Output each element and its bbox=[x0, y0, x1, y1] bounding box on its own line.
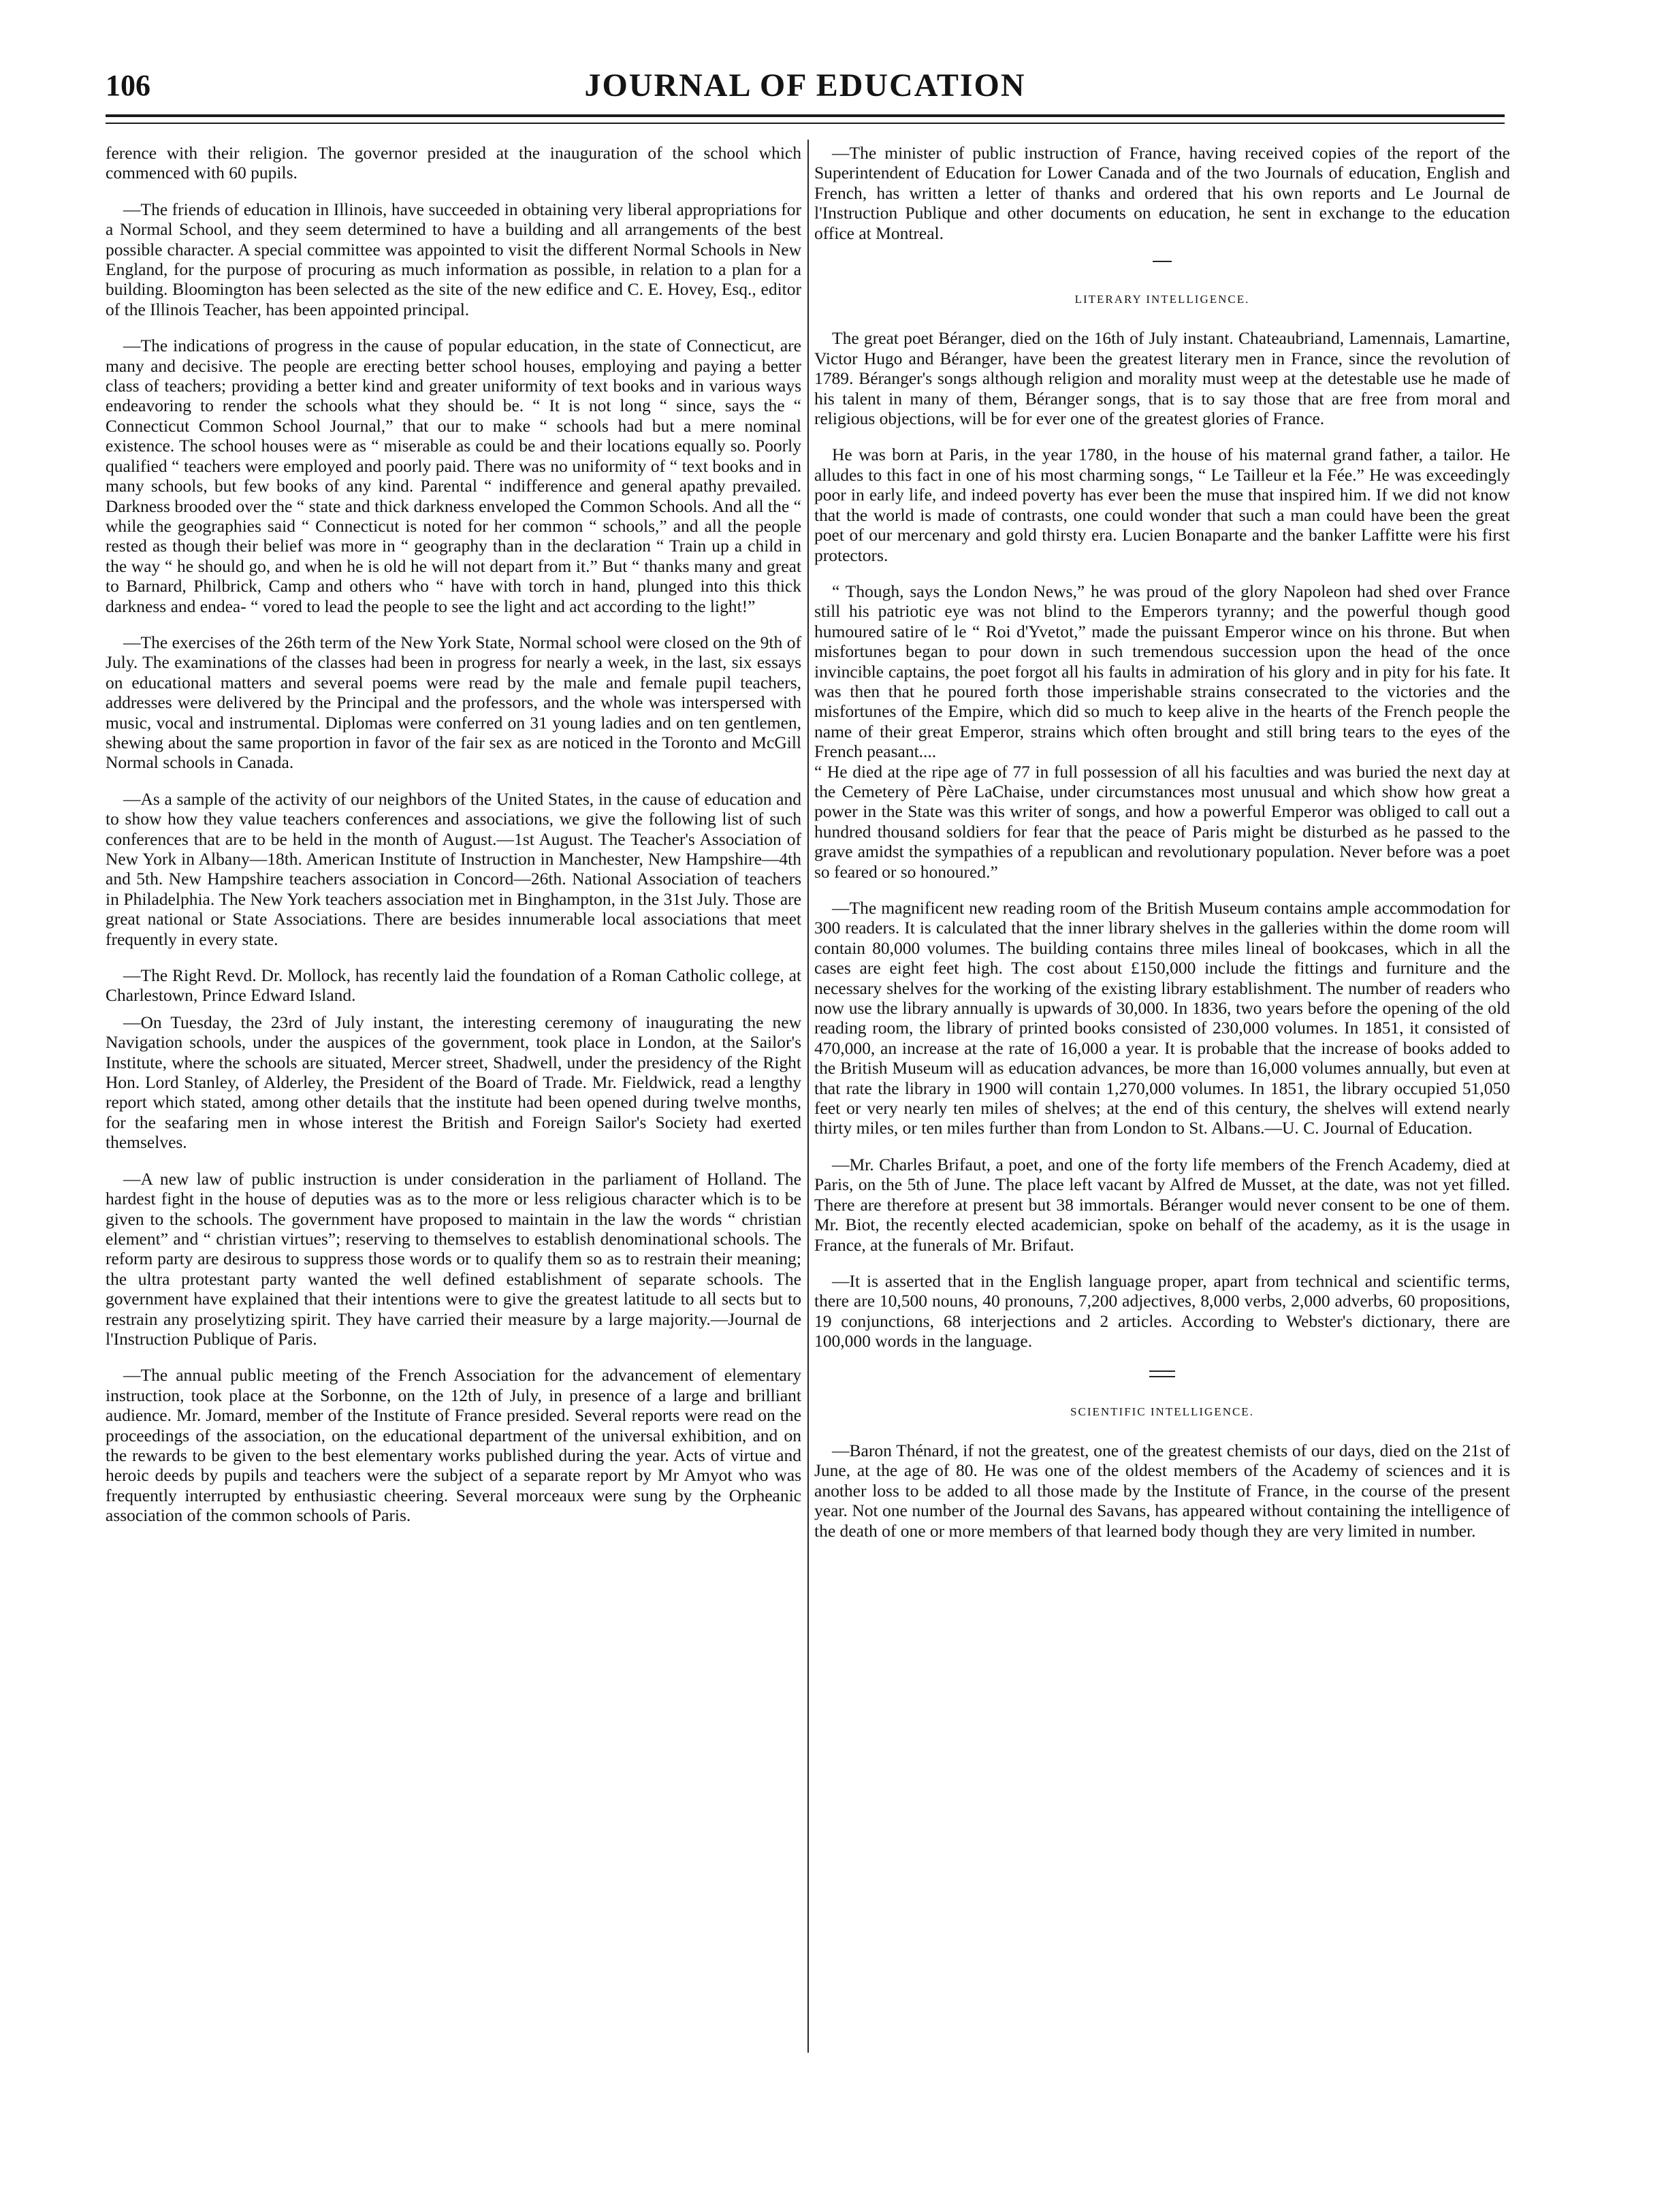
paragraph-holland-law: —A new law of public instruction is under consideration in the parliament of Holland. The hardest fight in the house of deputies was as to the more or less religious character which is to be given to the schools. The government have proposed to maintain in the law the words “ christian element” and “ christian virtues”; reserving to themselves to establish denominational schools. The reform party are desirous to suppress those words or to qualify them so as to restrain their meaning; the ultra protestant party wanted the well defined establishment of separate schools. The government have explained that their intentions were to give the greatest latitude to all sects but to restrain any proselytizing spirit. They have carried their measure by a large majority.—Journal de l'Instruction Publique of Paris. bbox=[106, 1168, 801, 1349]
page-header bbox=[106, 65, 1505, 106]
paragraph-minister-france: —The minister of public instruction of France, having received copies of the report of the Superintendent of Education for Lower Canada and of the two Journals of education, English and French, has written a letter of thanks and ordered that his own reports and Le Journal de l'Instruction Publique and other documents on education, he sent in exchange to the education office at Montreal. bbox=[814, 143, 1510, 243]
paragraph-beranger-death: The great poet Béranger, died on the 16th of July instant. Chateaubriand, Lamennais, Lamartine, Victor Hugo and Béranger, have been the greatest literary men in France, since the revolution of 1789. Béranger's songs although religion and morality must weep at the detestable use he made of his talent in many of them, Béranger songs, that is to say those that are free from moral and religious objections, will be for ever one of the greatest glories of France. bbox=[814, 328, 1510, 429]
paragraph-english-words: —It is asserted that in the English language proper, apart from technical and scientific terms, there are 10,500 nouns, 40 pronouns, 7,200 adjectives, 8,000 verbs, 2,000 adverbs, 60 propositions, 19 conjunctions, 68 interjections and 2 articles. According to Webster's dictionary, there are 100,000 words in the language. bbox=[814, 1270, 1510, 1351]
double-separator bbox=[1149, 1371, 1175, 1377]
right-column bbox=[814, 143, 1510, 2168]
header-rule-thick bbox=[106, 114, 1505, 117]
paragraph-illinois-normal-school: —The friends of education in Illinois, have succeeded in obtaining very liberal appropriations for a Normal School, and they seem determined to have a building and all arrangements of the best possible character. A special committee was appointed to visit the different Normal Schools in New England, for the purpose of procuring as much information as possible, in relation to a plan for a building. Bloomington has been selected as the site of the new edifice and C. E. Hovey, Esq., editor of the Illinois Teacher, has been appointed principal. bbox=[106, 199, 801, 319]
paragraph-new-york-normal-school: —The exercises of the 26th term of the New York State, Normal school were closed on the 9th of July. The examinations of the classes had been in progress for nearly a week, in the last, six essays on educational matters and several poems were read by the male and female pupil teachers, addresses were delivered by the Principal and the professors, and the whole was interspersed with music, vocal and instrumental. Diplomas were conferred on 31 young ladies and on ten gentlemen, shewing about the same proportion in favor of the fair sex as are noticed in the Toronto and McGill Normal schools in Canada. bbox=[106, 632, 801, 773]
header-rule-thin bbox=[106, 123, 1505, 124]
paragraph-charlestown-college: —The Right Revd. Dr. Mollock, has recently laid the foundation of a Roman Catholic college, at Charlestown, Prince Edward Island. bbox=[106, 965, 801, 1006]
paragraph-teachers-conferences: —As a sample of the activity of our neighbors of the United States, in the cause of education and to show how they value teachers conferences and associations, we give the following list of such conferences that are to be held in the month of August.—1st August. The Teacher's Association of New York in Albany—18th. American Institute of Instruction in Manchester, New Hampshire—4th and 5th. New Hampshire teachers association in Concord—26th. National Association of teachers in Philadelphia. The New York teachers association met in Binghampton, in the 31st July. Those are great national or State Associations. There are besides innumerable local associations that meet frequently in every state. bbox=[106, 788, 801, 949]
paragraph-british-museum: —The magnificent new reading room of the British Museum contains ample accommodation for 300 readers. It is calculated that the inner library shelves in the galleries within the dome room will contain 80,000 volumes. The building contains three miles lineal of bookcases, which in all the cases are eight feet high. The cost about £150,000 include the fittings and furniture and the necessary shelves for the working of the existing library establishment. The number of readers who now use the library annually is upwards of 30,000. In 1836, two years before the opening of the old reading room, the library of printed books consisted of 230,000 volumes. In 1851, it consisted of 470,000, an increase at the rate of 16,000 a year. It is probable that the increase of books added to the British Museum will as education advances, be more than 16,000 volumes annually, but even at that rate the library in 1900 will contain 1,270,000 volumes. In 1851, the library occupied 51,050 feet or very nearly ten miles of shelves; at the end of this century, the shelves will extend nearly thirty miles, or ten miles further than from London to St. Albans.—U. C. Journal of Education. bbox=[814, 898, 1510, 1138]
paragraph-connecticut-progress: —The indications of progress in the cause of popular education, in the state of Connecticut, are many and decisive. The people are erecting better school houses, employing and paying a better class of teachers; providing a better kind and greater uniformity of text books and in various ways endeavoring to render the schools what they should be. “ It is not long “ since, says the “ Connecticut Common School Journal,” that our to make “ schools had but a mere nominal existence. The school houses were as “ miserable as could be and their locations equally so. Poorly qualified “ teachers were employed and poorly paid. There was no uniformity of “ text books and in many schools, but few books of any kind. Parental “ indifference and general apathy prevailed. Darkness brooded over the “ state and thick darkness enveloped the Common Schools. And all the “ while the geographies said “ Connecticut is noted for her common “ schools,” and all the people rested as though their belief was more in “ geography than in the declaration “ Train up a child in the way “ he should go, and when he is old he will not depart from it.” But “ thanks many and great to Barnard, Philbrick, Camp and others who “ have with torch in hand, plunged into this thick darkness and endea- “ vored to lead the people to see the light and act according to the light!” bbox=[106, 336, 801, 616]
scientific-intelligence-heading: SCIENTIFIC INTELLIGENCE. bbox=[1070, 1405, 1254, 1418]
paragraph-school-inauguration: ference with their religion. The governor presided at the inauguration of the school which commenced with 60 pupils. bbox=[106, 143, 801, 183]
section-separator bbox=[1153, 261, 1172, 262]
left-column bbox=[106, 143, 801, 2168]
paragraph-beranger-birth: He was born at Paris, in the year 1780, in the house of his maternal grand father, a tailor. He alludes to this fact in one of his most charming songs, “ Le Tailleur et la Fée.” He was exceedingly poor in early life, and indeed poverty has ever been the muse that inspired him. If we did not know that the world is made of contrasts, one could wonder that such a man could have been the great poet of our mercenary and gold thirsty era. Lucien Bonaparte and the banker Laffitte were his first protectors. bbox=[814, 445, 1510, 565]
paragraph-thenard: —Baron Thénard, if not the greatest, one of the greatest chemists of our days, died on the 21st of June, at the age of 80. He was one of the oldest members of the Academy of sciences and it is another loss to be added to all those made by the Institute of France, in the course of the present year. Not one number of the Journal des Savans, has appeared without containing the intelligence of the death of one or more members of that learned body though they are very limited in number. bbox=[814, 1440, 1510, 1541]
paragraph-french-association: —The annual public meeting of the French Association for the advancement of elementary instruction, took place at the Sorbonne, on the 12th of July, in presence of a large and brilliant audience. Mr. Jomard, member of the Institute of France presided. Several reports were read on the proceedings of the association, on the educational department of the universal exhibition, and on the rewards to be given to the best elementary works published during the year. Acts of virtue and heroic deeds by pupils and teachers were the subject of a separate report by Mr Amyot who was frequently interrupted by enthusiastic cheering. Several morceaux were sung by the Orpheanic association of the common schools of Paris. bbox=[106, 1365, 801, 1526]
literary-intelligence-heading: LITERARY INTELLIGENCE. bbox=[1074, 293, 1250, 306]
page-number: 106 bbox=[106, 69, 150, 102]
journal-title: JOURNAL OF EDUCATION bbox=[584, 67, 1026, 103]
column-divider bbox=[807, 140, 809, 2053]
paragraph-navigation-schools: —On Tuesday, the 23rd of July instant, the interesting ceremony of inaugurating the new Navigation schools, under the auspices of the government, took place in London, at the Sailor's Institute, where the schools are situated, Mercer street, Shadwell, under the presidency of the Right Hon. Lord Stanley, of Alderley, the President of the Board of Trade. Mr. Fieldwick, read a lengthy report which stated, among other details that the institute had been opened during twelve months, for the seafaring men in whose interest the British and Foreign Sailor's Society had exerted themselves. bbox=[106, 1012, 801, 1153]
paragraph-beranger-napoleon: “ Though, says the London News,” he was proud of the glory Napoleon had shed over France still his patriotic eye was not blind to the Emperors tyranny; and the powerful though good humoured satire of le “ Roi d'Yvetot,” made the puissant Emperor wince on his throne. But when misfortunes began to pour down in such tremendous succession upon the head of the once invincible captains, the poet forgot all his faults in admiration of his glory and in pity for his fate. It was then that he poured forth those imperishable strains consecrated to the victories and the misfortunes of the Empire, which did so much to keep alive in the hearts of the French people the name of their great Emperor, strains which often brought and still bring tears to the eyes of the French peasant.... bbox=[814, 581, 1510, 762]
paragraph-beranger-funeral: “ He died at the ripe age of 77 in full possession of all his faculties and was buried the next day at the Cemetery of Père LaChaise, under circumstances most unusual and which show how great a power in the State was this writer of songs, and how a powerful Emperor was obliged to call out a hundred thousand soldiers for fear that the peace of Paris might be disturbed as he passed to the grave amidst the sympathies of a republican and revolutionary population. Never before was a poet so feared or so honoured.” bbox=[814, 761, 1510, 882]
paragraph-brifaut: —Mr. Charles Brifaut, a poet, and one of the forty life members of the French Academy, died at Paris, on the 5th of June. The place left vacant by Alfred de Musset, at the date, was not yet filled. There are therefore at present but 38 immortals. Béranger would never consent to be one of them. Mr. Biot, the recently elected academician, spoke on behalf of the academy, as it is the usage in France, at the funerals of Mr. Brifaut. bbox=[814, 1154, 1510, 1255]
